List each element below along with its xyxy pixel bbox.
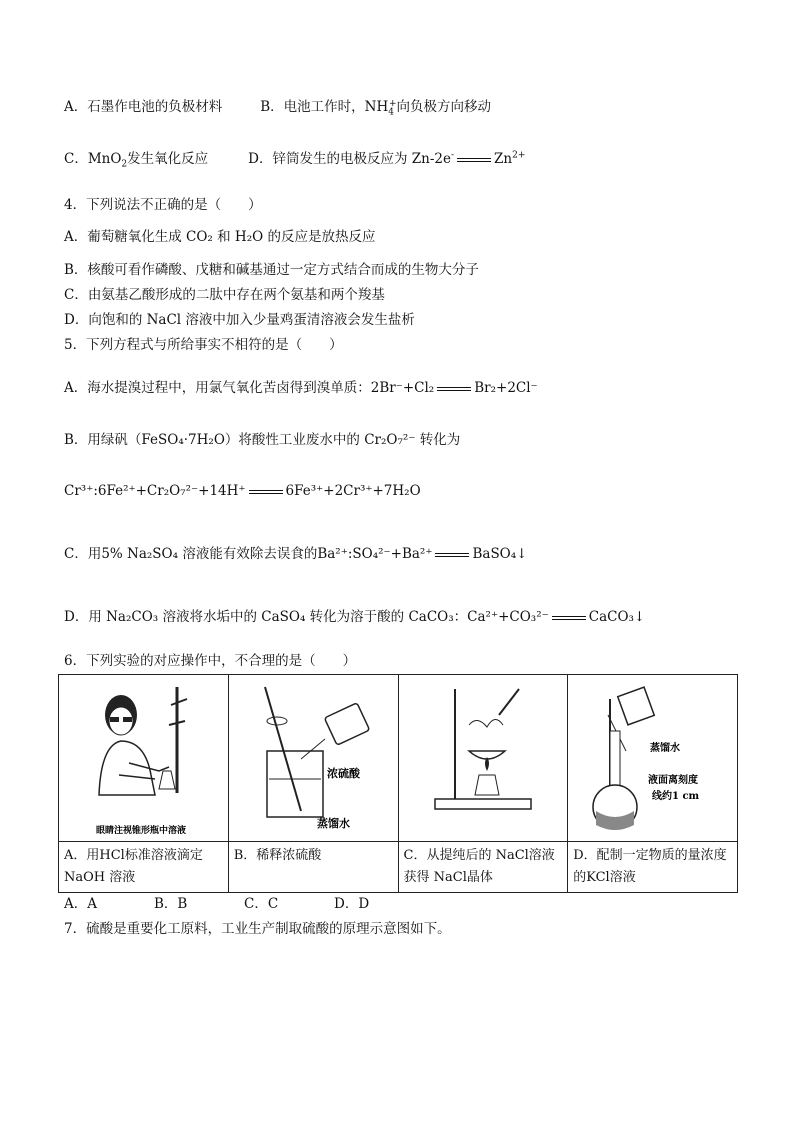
q6-image-c-cell	[398, 675, 568, 842]
q5-option-c: C．用5% Na₂SO₄ 溶液能有效除去误食的Ba²⁺:SO₄²⁻+Ba²⁺ BaSO₄↓	[64, 546, 528, 562]
q4-option-b: B．核酸可看作磷酸、戊糖和碱基通过一定方式结合而成的生物大分子	[64, 262, 479, 278]
dilution-figure	[229, 675, 397, 841]
q6-experiment-table	[58, 674, 738, 893]
titration-caption: 眼睛注视锥形瓶中溶液	[95, 826, 187, 836]
q6-caption-d: D．配制一定物质的量浓度的KCl溶液	[568, 842, 738, 893]
q4-option-a: A．葡萄糖氧化生成 CO₂ 和 H₂O 的反应是放热反应	[64, 229, 376, 245]
q5-stem: 5．下列方程式与所给事实不相符的是（ ）	[64, 337, 343, 353]
q3-option-a: A．石墨作电池的负极材料	[64, 99, 223, 115]
q5-option-d: D．用 Na₂CO₃ 溶液将水垢中的 CaSO₄ 转化为溶于酸的 CaCO₃：Ca²⁺+CO₃²⁻ CaCO₃↓	[64, 609, 646, 625]
flask-label-water: 蒸馏水	[650, 743, 681, 754]
q5-option-a: A．海水提溴过程中，用氯气氧化苦卤得到溴单质：2Br⁻+Cl₂ Br₂+2Cl⁻	[64, 380, 538, 396]
q6-stem: 6．下列实验的对应操作中，不合理的是（ ）	[64, 653, 357, 669]
q6-choice-c: C．C	[244, 896, 279, 912]
q5-option-b-equation: Cr³⁺:6Fe²⁺+Cr₂O₇²⁻+14H⁺ 6Fe³⁺+2Cr³⁺+7H₂O	[64, 483, 421, 499]
q4-stem: 4．下列说法不正确的是（ ）	[64, 197, 262, 213]
q3-option-c: C．MnO$_2$发生氧化反应	[64, 151, 209, 170]
dilution-label-acid: 浓硫酸	[326, 767, 360, 780]
q6-image-d-cell	[568, 675, 738, 842]
q4-option-c: C．由氨基乙酸形成的二肽中存在两个氨基和两个羧基	[64, 287, 385, 303]
volumetric-flask-figure	[568, 675, 736, 841]
q6-caption-a: A．用HCl标准溶液滴定 NaOH 溶液	[59, 842, 229, 893]
dilution-label-water: 蒸馏水	[316, 817, 350, 830]
q6-caption-c: C．从提纯后的 NaCl溶液获得 NaCl晶体	[398, 842, 568, 893]
q3-option-a-b	[64, 97, 491, 117]
titration-figure	[59, 675, 227, 841]
q6-image-a-cell	[59, 675, 229, 842]
q6-image-b-cell	[228, 675, 398, 842]
q3-option-c-d	[64, 149, 525, 169]
q6-choice-b: B．B	[154, 896, 188, 912]
q7-stem: 7．硫酸是重要化工原料，工业生产制取硫酸的原理示意图如下。	[64, 921, 451, 937]
q3-option-d: D．锌筒发生的电极反应为 Zn-2e- $Zn^{2+}$	[248, 150, 526, 167]
q6-choice-a: A．A	[64, 896, 97, 912]
q6-choice-d: D．D	[334, 896, 370, 912]
q4-option-d: D．向饱和的 NaCl 溶液中加入少量鸡蛋清溶液会发生盐析	[64, 312, 415, 328]
flask-label-distance: 线约1 cm	[652, 791, 700, 802]
flask-label-level: 液面离刻度	[648, 775, 699, 786]
evaporation-figure	[399, 675, 567, 841]
q6-choices	[64, 894, 424, 914]
q6-caption-b: B．稀释浓硫酸	[228, 842, 398, 893]
q5-option-b: B．用绿矾（FeSO₄·7H₂O）将酸性工业废水中的 Cr₂O₇²⁻ 转化为	[64, 432, 461, 448]
q3-option-b: B．电池工作时，$NH_4^+$向负极方向移动	[260, 98, 492, 118]
